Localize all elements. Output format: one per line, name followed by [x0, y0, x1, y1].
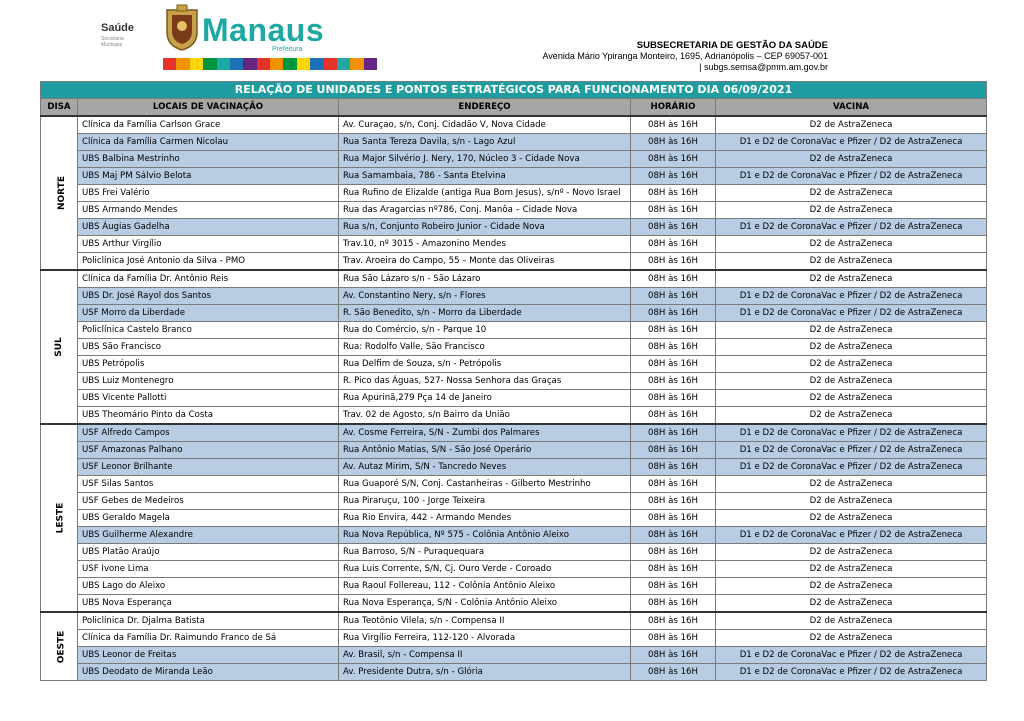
org-address: Avenida Mário Ypiranga Monteiro, 1695, Adrianópolis – CEP 69057-001	[542, 51, 828, 61]
endereco-cell: Rua Apurinã,279 Pça 14 de Janeiro	[339, 390, 631, 407]
horario-cell: 08H às 16H	[631, 202, 716, 219]
local-cell: UBS Guilherme Alexandre	[78, 527, 339, 544]
endereco-cell: Rua Luis Corrente, S/N, Cj. Ouro Verde - Coroado	[339, 561, 631, 578]
endereco-cell: Rua Major Silvério J. Nery, 170, Núcleo 3 - Cidade Nova	[339, 151, 631, 168]
page-header	[0, 0, 1024, 80]
local-cell: USF Leonor Brilhante	[78, 459, 339, 476]
vacina-cell: D2 de AstraZeneca	[716, 322, 987, 339]
horario-cell: 08H às 16H	[631, 442, 716, 459]
endereco-cell: Rua Antônio Matias, S/N - São José Operário	[339, 442, 631, 459]
local-cell: UBS Armando Mendes	[78, 202, 339, 219]
local-cell: Clínica da Família Dr. Antônio Reis	[78, 270, 339, 288]
endereco-cell: Trav. Aroeira do Campo, 55 – Monte das Oliveiras	[339, 253, 631, 271]
local-cell: USF Ivone Lima	[78, 561, 339, 578]
stripe-segment	[270, 58, 283, 70]
stripe-segment	[337, 58, 350, 70]
stripe-segment	[283, 58, 296, 70]
horario-cell: 08H às 16H	[631, 544, 716, 561]
vacina-cell: D1 e D2 de CoronaVac e Pfizer / D2 de AstraZeneca	[716, 647, 987, 664]
horario-cell: 08H às 16H	[631, 168, 716, 185]
endereco-cell: Rua s/n, Conjunto Robeiro Junior - Cidade Nova	[339, 219, 631, 236]
endereco-cell: Rua do Comércio, s/n - Parque 10	[339, 322, 631, 339]
table-row	[41, 664, 987, 681]
disa-cell	[41, 612, 78, 681]
vacina-cell: D1 e D2 de CoronaVac e Pfizer / D2 de AstraZeneca	[716, 527, 987, 544]
stripe-segment	[203, 58, 216, 70]
vacina-cell: D2 de AstraZeneca	[716, 630, 987, 647]
horario-cell: 08H às 16H	[631, 595, 716, 613]
horario-cell: 08H às 16H	[631, 134, 716, 151]
logo-color-stripe	[163, 58, 377, 70]
table-row	[41, 168, 987, 185]
vacina-cell: D2 de AstraZeneca	[716, 373, 987, 390]
local-cell: UBS Maj PM Sálvio Belota	[78, 168, 339, 185]
vacina-cell: D1 e D2 de CoronaVac e Pfizer / D2 de AstraZeneca	[716, 442, 987, 459]
horario-cell: 08H às 16H	[631, 305, 716, 322]
manaus-crest-icon	[163, 4, 201, 52]
table-row	[41, 459, 987, 476]
table-row	[41, 185, 987, 202]
endereco-cell: Rua Delfim de Souza, s/n - Petrópolis	[339, 356, 631, 373]
horario-cell: 08H às 16H	[631, 219, 716, 236]
local-cell: UBS Deodato de Miranda Leão	[78, 664, 339, 681]
vacina-cell: D2 de AstraZeneca	[716, 151, 987, 168]
local-cell: USF Silas Santos	[78, 476, 339, 493]
table-row	[41, 647, 987, 664]
horario-cell: 08H às 16H	[631, 253, 716, 271]
local-cell: UBS Áugias Gadelha	[78, 219, 339, 236]
disa-label: LESTE	[55, 502, 66, 534]
horario-cell: 08H às 16H	[631, 493, 716, 510]
local-cell: UBS Theomário Pinto da Costa	[78, 407, 339, 425]
table-row	[41, 373, 987, 390]
column-header-locais: LOCAIS DE VACINAÇÃO	[78, 99, 339, 117]
endereco-cell: Rua: Rodolfo Valle, São Francisco	[339, 339, 631, 356]
local-cell: UBS Petrópolis	[78, 356, 339, 373]
horario-cell: 08H às 16H	[631, 390, 716, 407]
local-cell: USF Morro da Liberdade	[78, 305, 339, 322]
table-row	[41, 442, 987, 459]
table-row	[41, 116, 987, 134]
table-row	[41, 236, 987, 253]
stripe-segment	[297, 58, 310, 70]
saude-logo-text: Saúde	[101, 22, 135, 34]
local-cell: Clínica da Família Dr. Raimundo Franco de Sá	[78, 630, 339, 647]
endereco-cell: Rua Barroso, S/N - Puraquequara	[339, 544, 631, 561]
local-cell: USF Gebes de Medeiros	[78, 493, 339, 510]
endereco-cell: Rua Piraruçu, 100 - Jorge Teixeira	[339, 493, 631, 510]
stripe-segment	[243, 58, 256, 70]
table-row	[41, 134, 987, 151]
horario-cell: 08H às 16H	[631, 578, 716, 595]
local-cell: UBS Dr. José Rayol dos Santos	[78, 288, 339, 305]
table-row	[41, 493, 987, 510]
horario-cell: 08H às 16H	[631, 322, 716, 339]
horario-cell: 08H às 16H	[631, 373, 716, 390]
endereco-cell: Rua das Aragarcias nº786, Conj. Manôa – Cidade Nova	[339, 202, 631, 219]
table-row	[41, 630, 987, 647]
local-cell: UBS Leonor de Freitas	[78, 647, 339, 664]
horario-cell: 08H às 16H	[631, 424, 716, 442]
table-title: RELAÇÃO DE UNIDADES E PONTOS ESTRATÉGICOS PARA FUNCIONAMENTO DIA 06/09/2021	[41, 82, 987, 99]
vacina-cell: D2 de AstraZeneca	[716, 202, 987, 219]
local-cell: UBS Frei Valério	[78, 185, 339, 202]
endereco-cell: R. Pico das Águas, 527- Nossa Senhora das Graças	[339, 373, 631, 390]
vacina-cell: D2 de AstraZeneca	[716, 339, 987, 356]
local-cell: USF Amazonas Palhano	[78, 442, 339, 459]
column-header-disa: DISA	[41, 99, 78, 117]
column-header-vacina: VACINA	[716, 99, 987, 117]
saude-logo-subtext: Secretaria Municipal	[101, 36, 124, 48]
vaccination-table	[40, 81, 987, 681]
horario-cell: 08H às 16H	[631, 339, 716, 356]
org-info	[542, 40, 828, 73]
stripe-segment	[163, 58, 176, 70]
endereco-cell: Av. Presidente Dutra, s/n - Glória	[339, 664, 631, 681]
vacina-cell: D1 e D2 de CoronaVac e Pfizer / D2 de AstraZeneca	[716, 168, 987, 185]
local-cell: UBS Nova Esperança	[78, 595, 339, 613]
endereco-cell: Av. Constantino Nery, s/n - Flores	[339, 288, 631, 305]
horario-cell: 08H às 16H	[631, 270, 716, 288]
stripe-segment	[176, 58, 189, 70]
endereco-cell: Trav. 02 de Agosto, s/n Bairro da União	[339, 407, 631, 425]
table-row	[41, 407, 987, 425]
table-row	[41, 527, 987, 544]
vacina-cell: D2 de AstraZeneca	[716, 185, 987, 202]
local-cell: Policlínica Castelo Branco	[78, 322, 339, 339]
horario-cell: 08H às 16H	[631, 356, 716, 373]
local-cell: UBS Balbina Mestrinho	[78, 151, 339, 168]
local-cell: UBS Luiz Montenegro	[78, 373, 339, 390]
disa-label: SUL	[54, 337, 64, 357]
endereco-cell: Rua Samambaia, 786 - Santa Etelvina	[339, 168, 631, 185]
horario-cell: 08H às 16H	[631, 151, 716, 168]
endereco-cell: Rua Virgílio Ferreira, 112-120 - Alvorada	[339, 630, 631, 647]
table-row	[41, 544, 987, 561]
vacina-cell: D2 de AstraZeneca	[716, 493, 987, 510]
table-row	[41, 595, 987, 613]
table-row	[41, 270, 987, 288]
vacina-cell: D2 de AstraZeneca	[716, 116, 987, 134]
vacina-cell: D2 de AstraZeneca	[716, 253, 987, 271]
org-name: SUBSECRETARIA DE GESTÃO DA SAÚDE	[636, 40, 828, 51]
manaus-logo-text: Manaus	[202, 12, 325, 48]
endereco-cell: Rua Guaporé S/N, Conj. Castanheiras - Gilberto Mestrinho	[339, 476, 631, 493]
vacina-cell: D1 e D2 de CoronaVac e Pfizer / D2 de AstraZeneca	[716, 664, 987, 681]
table-row	[41, 339, 987, 356]
vacina-cell: D2 de AstraZeneca	[716, 612, 987, 630]
endereco-cell: Av. Autaz Mirim, S/N - Tancredo Neves	[339, 459, 631, 476]
local-cell: UBS Arthur Virgílio	[78, 236, 339, 253]
org-email: | subgs.semsa@pmm.am.gov.br	[699, 62, 828, 72]
disa-label: NORTE	[57, 176, 67, 210]
endereco-cell: Av. Brasil, s/n - Compensa II	[339, 647, 631, 664]
vacina-cell: D2 de AstraZeneca	[716, 390, 987, 407]
vacina-cell: D2 de AstraZeneca	[716, 578, 987, 595]
stripe-segment	[324, 58, 337, 70]
local-cell: Clínica da Família Carlson Grace	[78, 116, 339, 134]
stripe-segment	[217, 58, 230, 70]
horario-cell: 08H às 16H	[631, 664, 716, 681]
table-row	[41, 424, 987, 442]
table-row	[41, 322, 987, 339]
horario-cell: 08H às 16H	[631, 510, 716, 527]
endereco-cell: Av. Cosme Ferreira, S/N - Zumbi dos Palmares	[339, 424, 631, 442]
horario-cell: 08H às 16H	[631, 527, 716, 544]
stripe-segment	[310, 58, 323, 70]
vacina-cell: D2 de AstraZeneca	[716, 356, 987, 373]
table-row	[41, 305, 987, 322]
local-cell: UBS Geraldo Magela	[78, 510, 339, 527]
horario-cell: 08H às 16H	[631, 459, 716, 476]
vacina-cell: D1 e D2 de CoronaVac e Pfizer / D2 de AstraZeneca	[716, 305, 987, 322]
endereco-cell: Rua Teotônio Vilela, s/n - Compensa II	[339, 612, 631, 630]
endereco-cell: Rua São Lázaro s/n - São Lázaro	[339, 270, 631, 288]
horario-cell: 08H às 16H	[631, 236, 716, 253]
stripe-segment	[350, 58, 363, 70]
vacina-cell: D1 e D2 de CoronaVac e Pfizer / D2 de AstraZeneca	[716, 134, 987, 151]
horario-cell: 08H às 16H	[631, 407, 716, 425]
local-cell: UBS Platão Araújo	[78, 544, 339, 561]
horario-cell: 08H às 16H	[631, 288, 716, 305]
horario-cell: 08H às 16H	[631, 185, 716, 202]
table-row	[41, 390, 987, 407]
local-cell: Policlínica Dr. Djalma Batista	[78, 612, 339, 630]
stripe-segment	[230, 58, 243, 70]
table-body	[41, 116, 987, 681]
table-row	[41, 510, 987, 527]
endereco-cell: Trav.10, nº 3015 - Amazonino Mendes	[339, 236, 631, 253]
vacina-cell: D1 e D2 de CoronaVac e Pfizer / D2 de AstraZeneca	[716, 219, 987, 236]
table-row	[41, 578, 987, 595]
local-cell: USF Alfredo Campos	[78, 424, 339, 442]
endereco-cell: Rua Santa Tereza Davila, s/n - Lago Azul	[339, 134, 631, 151]
vacina-cell: D2 de AstraZeneca	[716, 236, 987, 253]
disa-cell	[41, 116, 78, 270]
table-row	[41, 253, 987, 271]
horario-cell: 08H às 16H	[631, 116, 716, 134]
vacina-cell: D1 e D2 de CoronaVac e Pfizer / D2 de AstraZeneca	[716, 424, 987, 442]
vacina-cell: D2 de AstraZeneca	[716, 270, 987, 288]
table-row	[41, 561, 987, 578]
local-cell: Policlínica José Antonio da Silva - PMO	[78, 253, 339, 271]
vacina-cell: D2 de AstraZeneca	[716, 544, 987, 561]
disa-cell	[41, 424, 78, 612]
endereco-cell: Rua Rio Envira, 442 - Armando Mendes	[339, 510, 631, 527]
prefeitura-logo-text: Prefeitura	[272, 46, 303, 53]
table-row	[41, 151, 987, 168]
vacina-cell: D2 de AstraZeneca	[716, 595, 987, 613]
stripe-segment	[364, 58, 377, 70]
endereco-cell: Rua Nova República, Nº 575 - Colônia Antônio Aleixo	[339, 527, 631, 544]
table-row	[41, 202, 987, 219]
endereco-cell: Rua Rufino de Elizalde (antiga Rua Bom Jesus), s/nº - Novo Israel	[339, 185, 631, 202]
endereco-cell: Av. Curaçao, s/n, Conj. Cidadão V, Nova Cidade	[339, 116, 631, 134]
column-header-endereco: ENDEREÇO	[339, 99, 631, 117]
table-row	[41, 612, 987, 630]
table-row	[41, 476, 987, 493]
vacina-cell: D2 de AstraZeneca	[716, 476, 987, 493]
stripe-segment	[257, 58, 270, 70]
table-row	[41, 288, 987, 305]
vacina-cell: D2 de AstraZeneca	[716, 561, 987, 578]
horario-cell: 08H às 16H	[631, 561, 716, 578]
endereco-cell: R. São Benedito, s/n - Morro da Liberdade	[339, 305, 631, 322]
vacina-cell: D1 e D2 de CoronaVac e Pfizer / D2 de AstraZeneca	[716, 459, 987, 476]
stripe-segment	[190, 58, 203, 70]
endereco-cell: Rua Raoul Follereau, 112 - Colônia Antônio Aleixo	[339, 578, 631, 595]
local-cell: UBS Lago do Aleixo	[78, 578, 339, 595]
horario-cell: 08H às 16H	[631, 476, 716, 493]
local-cell: UBS São Francisco	[78, 339, 339, 356]
horario-cell: 08H às 16H	[631, 630, 716, 647]
horario-cell: 08H às 16H	[631, 612, 716, 630]
vacina-cell: D2 de AstraZeneca	[716, 407, 987, 425]
table-row	[41, 356, 987, 373]
vacina-cell: D2 de AstraZeneca	[716, 510, 987, 527]
local-cell: UBS Vicente Pallotti	[78, 390, 339, 407]
vacina-cell: D1 e D2 de CoronaVac e Pfizer / D2 de AstraZeneca	[716, 288, 987, 305]
disa-label: OESTE	[56, 630, 67, 663]
horario-cell: 08H às 16H	[631, 647, 716, 664]
table-row	[41, 219, 987, 236]
column-header-horario: HORÁRIO	[631, 99, 716, 117]
endereco-cell: Rua Nova Esperança, S/N - Colônia Antônio Aleixo	[339, 595, 631, 613]
disa-cell	[41, 270, 78, 424]
local-cell: Clínica da Família Carmen Nicolau	[78, 134, 339, 151]
